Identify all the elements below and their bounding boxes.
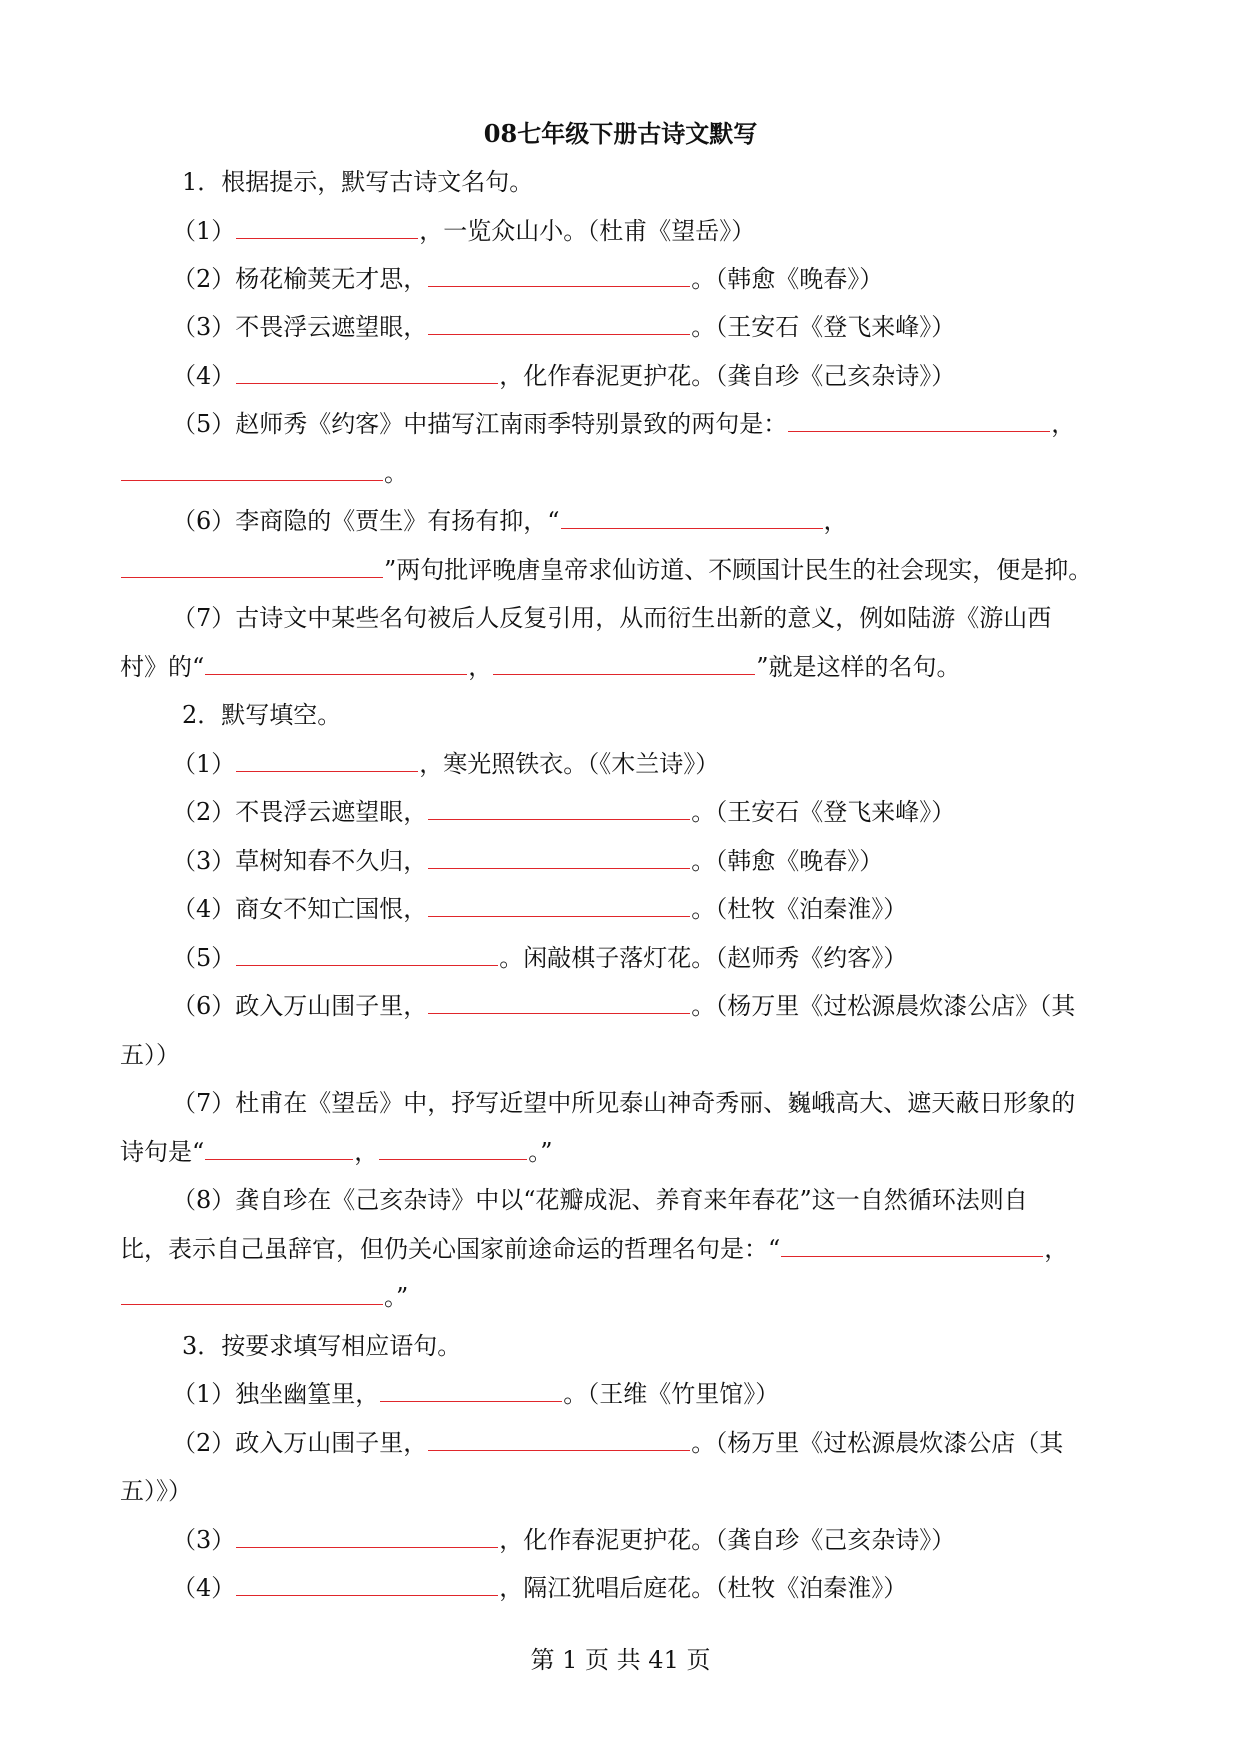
- answer-blank[interactable]: [428, 264, 690, 287]
- answer-blank[interactable]: [236, 749, 418, 772]
- answer-blank[interactable]: [788, 409, 1050, 432]
- s1-item-7: （7）古诗文中某些名句被后人反复引用，从而衍生出新的意义，例如陆游《游山西: [172, 604, 1052, 632]
- s2-item-5: （5） 。闲敲棋子落灯花。（赵师秀《约客》）: [172, 944, 908, 972]
- answer-blank[interactable]: [121, 458, 383, 481]
- answer-blank[interactable]: [379, 1137, 527, 1160]
- s1-item-1: （1） ，一览众山小。（杜甫《望岳》）: [172, 217, 756, 245]
- answer-blank[interactable]: [205, 652, 467, 675]
- answer-blank[interactable]: [236, 1573, 498, 1596]
- s2-item-2: （2）不畏浮云遮望眼， 。（王安石《登飞来峰》）: [172, 798, 956, 826]
- s3-item-2: （2）政入万山围子里， 。（杨万里《过松源晨炊漆公店（其: [172, 1429, 1064, 1457]
- s1-item-4: （4） ，化作春泥更护花。（龚自珍《己亥杂诗》）: [172, 362, 956, 390]
- s2-item-3: （3）草树知春不久归， 。（韩愈《晚春》）: [172, 847, 884, 875]
- s1-item-2: （2）杨花榆荚无才思， 。（韩愈《晚春》）: [172, 265, 884, 293]
- answer-blank[interactable]: [236, 1525, 498, 1548]
- answer-blank[interactable]: [236, 361, 498, 384]
- answer-blank[interactable]: [428, 797, 690, 820]
- answer-blank[interactable]: [428, 894, 690, 917]
- s2-item-8: （8）龚自珍在《己亥杂诗》中以“花瓣成泥、养育来年春花”这一自然循环法则自: [172, 1186, 1028, 1214]
- answer-blank[interactable]: [121, 555, 383, 578]
- answer-blank[interactable]: [428, 991, 690, 1014]
- answer-blank[interactable]: [236, 216, 418, 239]
- answer-blank[interactable]: [428, 312, 690, 335]
- s3-item-1: （1）独坐幽篁里， 。（王维《竹里馆》）: [172, 1380, 780, 1408]
- s2-item-8-cont2: 。”: [120, 1281, 408, 1313]
- s2-item-4: （4）商女不知亡国恨， 。（杜牧《泊秦淮》）: [172, 895, 908, 923]
- s1-item-3: （3）不畏浮云遮望眼， 。（王安石《登飞来峰》）: [172, 313, 956, 341]
- s3-item-3: （3） ，化作春泥更护花。（龚自珍《己亥杂诗》）: [172, 1526, 956, 1554]
- s1-item-6-cont: ”两句批评晚唐皇帝求仙访道、不顾国计民生的社会现实，便是抑。: [120, 554, 1092, 586]
- s2-item-6-cont: 五））: [120, 1041, 180, 1069]
- section-2-heading: 2．默写填空。: [182, 701, 342, 729]
- answer-blank[interactable]: [236, 943, 498, 966]
- answer-blank[interactable]: [428, 846, 690, 869]
- s3-item-2-cont: 五）》）: [120, 1477, 192, 1505]
- answer-blank[interactable]: [121, 1282, 383, 1305]
- s2-item-6: （6）政入万山围子里， 。（杨万里《过松源晨炊漆公店》（其: [172, 992, 1076, 1020]
- s1-item-7-cont: 村》的“ ， ”就是这样的名句。: [120, 653, 961, 681]
- answer-blank[interactable]: [493, 652, 755, 675]
- page-number-footer: 第 1 页 共 41 页: [530, 1646, 711, 1674]
- section-3-heading: 3．按要求填写相应语句。: [182, 1332, 462, 1360]
- s2-item-8-cont: 比，表示自己虽辞官，但仍关心国家前途命运的哲理名句是：“ ，: [120, 1235, 1069, 1263]
- s1-item-5: （5）赵师秀《约客》中描写江南雨季特别景致的两句是： ，: [172, 410, 1076, 438]
- section-1-heading: 1．根据提示，默写古诗文名句。: [182, 168, 534, 196]
- s1-item-5-cont: 。: [120, 457, 408, 489]
- answer-blank[interactable]: [561, 506, 823, 529]
- s2-item-7: （7）杜甫在《望岳》中，抒写近望中所见泰山神奇秀丽、巍峨高大、遮天蔽日形象的: [172, 1089, 1076, 1117]
- answer-blank[interactable]: [205, 1137, 353, 1160]
- s3-item-4: （4） ，隔江犹唱后庭花。（杜牧《泊秦淮》）: [172, 1574, 908, 1602]
- page-title: 08七年级下册古诗文默写: [483, 119, 758, 148]
- s2-item-1: （1） ，寒光照铁衣。（《木兰诗》）: [172, 750, 720, 778]
- answer-blank[interactable]: [380, 1379, 562, 1402]
- answer-blank[interactable]: [781, 1234, 1043, 1257]
- answer-blank[interactable]: [428, 1428, 690, 1451]
- s1-item-6: （6）李商隐的《贾生》有扬有抑，“ ，: [172, 507, 848, 535]
- s2-item-7-cont: 诗句是“ ， 。”: [120, 1138, 553, 1166]
